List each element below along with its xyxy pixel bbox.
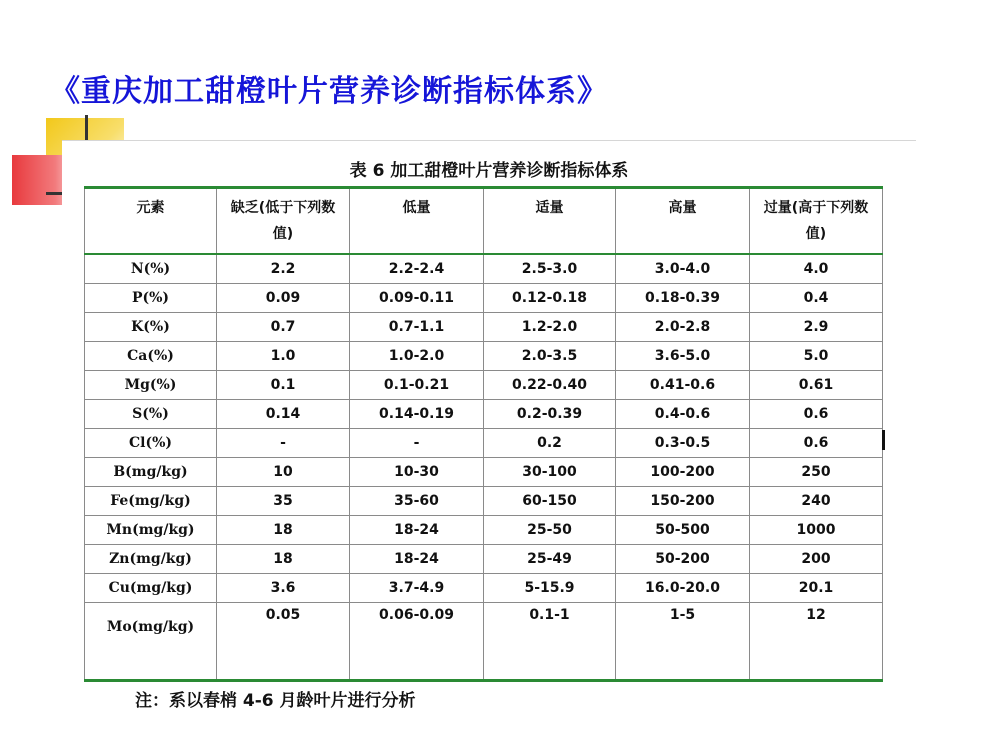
cell-element: Mn(mg/kg) (85, 516, 217, 545)
cell-optimum: 0.1-1 (484, 603, 616, 681)
cell-high: 0.3-0.5 (616, 429, 750, 458)
cell-optimum: 0.2-0.39 (484, 400, 616, 429)
cell-high: 1-5 (616, 603, 750, 681)
cell-optimum: 0.12-0.18 (484, 284, 616, 313)
table-row (85, 458, 883, 487)
cell-high: 3.6-5.0 (616, 342, 750, 371)
cell-deficient: 0.09 (217, 284, 350, 313)
cell-high: 0.18-0.39 (616, 284, 750, 313)
cell-element: Mo(mg/kg) (85, 603, 217, 681)
cell-low: 35-60 (350, 487, 484, 516)
cell-element: Cl(%) (85, 429, 217, 458)
cell-excess: 0.61 (750, 371, 883, 400)
cell-low: 18-24 (350, 545, 484, 574)
cell-deficient: 0.14 (217, 400, 350, 429)
table-row (85, 516, 883, 545)
header-high: 高量 (616, 188, 750, 255)
cell-excess: 0.4 (750, 284, 883, 313)
cell-optimum: 25-50 (484, 516, 616, 545)
cell-element: Ca(%) (85, 342, 217, 371)
cell-high: 0.41-0.6 (616, 371, 750, 400)
cell-optimum: 2.0-3.5 (484, 342, 616, 371)
cell-high: 16.0-20.0 (616, 574, 750, 603)
cell-high: 50-500 (616, 516, 750, 545)
cell-excess: 0.6 (750, 400, 883, 429)
cell-low: 3.7-4.9 (350, 574, 484, 603)
table-row (85, 400, 883, 429)
cell-low: 0.1-0.21 (350, 371, 484, 400)
cell-high: 100-200 (616, 458, 750, 487)
cell-low: 10-30 (350, 458, 484, 487)
cell-excess: 0.6 (750, 429, 883, 458)
cell-optimum: 2.5-3.0 (484, 254, 616, 284)
cell-high: 2.0-2.8 (616, 313, 750, 342)
cell-optimum: 30-100 (484, 458, 616, 487)
cell-excess: 200 (750, 545, 883, 574)
cell-excess: 250 (750, 458, 883, 487)
slide-title: 《重庆加工甜橙叶片营养诊断指标体系》 (50, 74, 608, 109)
table-row (85, 254, 883, 284)
cell-deficient: 18 (217, 516, 350, 545)
panel-top-border (62, 140, 916, 141)
cell-high: 50-200 (616, 545, 750, 574)
cell-excess: 12 (750, 603, 883, 681)
cell-excess: 5.0 (750, 342, 883, 371)
header-deficient: 缺乏(低于下列数值) (217, 188, 350, 255)
table-row (85, 342, 883, 371)
cell-excess: 4.0 (750, 254, 883, 284)
table-header-row (85, 188, 883, 255)
table-row (85, 603, 883, 681)
cell-deficient: 0.7 (217, 313, 350, 342)
cell-excess: 1000 (750, 516, 883, 545)
cell-low: - (350, 429, 484, 458)
nutrient-diagnosis-table (84, 186, 883, 682)
cell-element: S(%) (85, 400, 217, 429)
table-footnote: 注：系以春梢 4-6 月龄叶片进行分析 (135, 691, 416, 711)
table-row (85, 574, 883, 603)
table-row (85, 313, 883, 342)
cell-deficient: 0.1 (217, 371, 350, 400)
cell-deficient: 1.0 (217, 342, 350, 371)
text-cursor-mark (882, 430, 885, 450)
cell-optimum: 0.22-0.40 (484, 371, 616, 400)
header-excess: 过量(高于下列数值) (750, 188, 883, 255)
cell-optimum: 0.2 (484, 429, 616, 458)
cell-high: 3.0-4.0 (616, 254, 750, 284)
cell-element: Fe(mg/kg) (85, 487, 217, 516)
cell-deficient: 10 (217, 458, 350, 487)
table-row (85, 371, 883, 400)
cell-deficient: 18 (217, 545, 350, 574)
cell-optimum: 1.2-2.0 (484, 313, 616, 342)
table-row (85, 429, 883, 458)
cell-element: N(%) (85, 254, 217, 284)
table-row (85, 545, 883, 574)
table-row (85, 487, 883, 516)
cell-element: K(%) (85, 313, 217, 342)
cell-element: Mg(%) (85, 371, 217, 400)
cell-low: 18-24 (350, 516, 484, 545)
cell-low: 0.06-0.09 (350, 603, 484, 681)
cell-optimum: 5-15.9 (484, 574, 616, 603)
cell-high: 0.4-0.6 (616, 400, 750, 429)
table-row (85, 284, 883, 313)
cell-low: 0.14-0.19 (350, 400, 484, 429)
cell-element: Zn(mg/kg) (85, 545, 217, 574)
cell-excess: 240 (750, 487, 883, 516)
cell-low: 0.7-1.1 (350, 313, 484, 342)
cell-high: 150-200 (616, 487, 750, 516)
cell-element: P(%) (85, 284, 217, 313)
cell-deficient: 3.6 (217, 574, 350, 603)
table-title: 表 6 加工甜橙叶片营养诊断指标体系 (349, 161, 629, 181)
cell-optimum: 60-150 (484, 487, 616, 516)
header-optimum: 适量 (484, 188, 616, 255)
cell-low: 1.0-2.0 (350, 342, 484, 371)
header-element: 元素 (85, 188, 217, 255)
header-low: 低量 (350, 188, 484, 255)
cell-deficient: 35 (217, 487, 350, 516)
cell-optimum: 25-49 (484, 545, 616, 574)
cell-excess: 20.1 (750, 574, 883, 603)
cell-low: 2.2-2.4 (350, 254, 484, 284)
cell-element: Cu(mg/kg) (85, 574, 217, 603)
cell-element: B(mg/kg) (85, 458, 217, 487)
cell-excess: 2.9 (750, 313, 883, 342)
cell-deficient: 2.2 (217, 254, 350, 284)
cell-low: 0.09-0.11 (350, 284, 484, 313)
cell-deficient: - (217, 429, 350, 458)
cell-deficient: 0.05 (217, 603, 350, 681)
